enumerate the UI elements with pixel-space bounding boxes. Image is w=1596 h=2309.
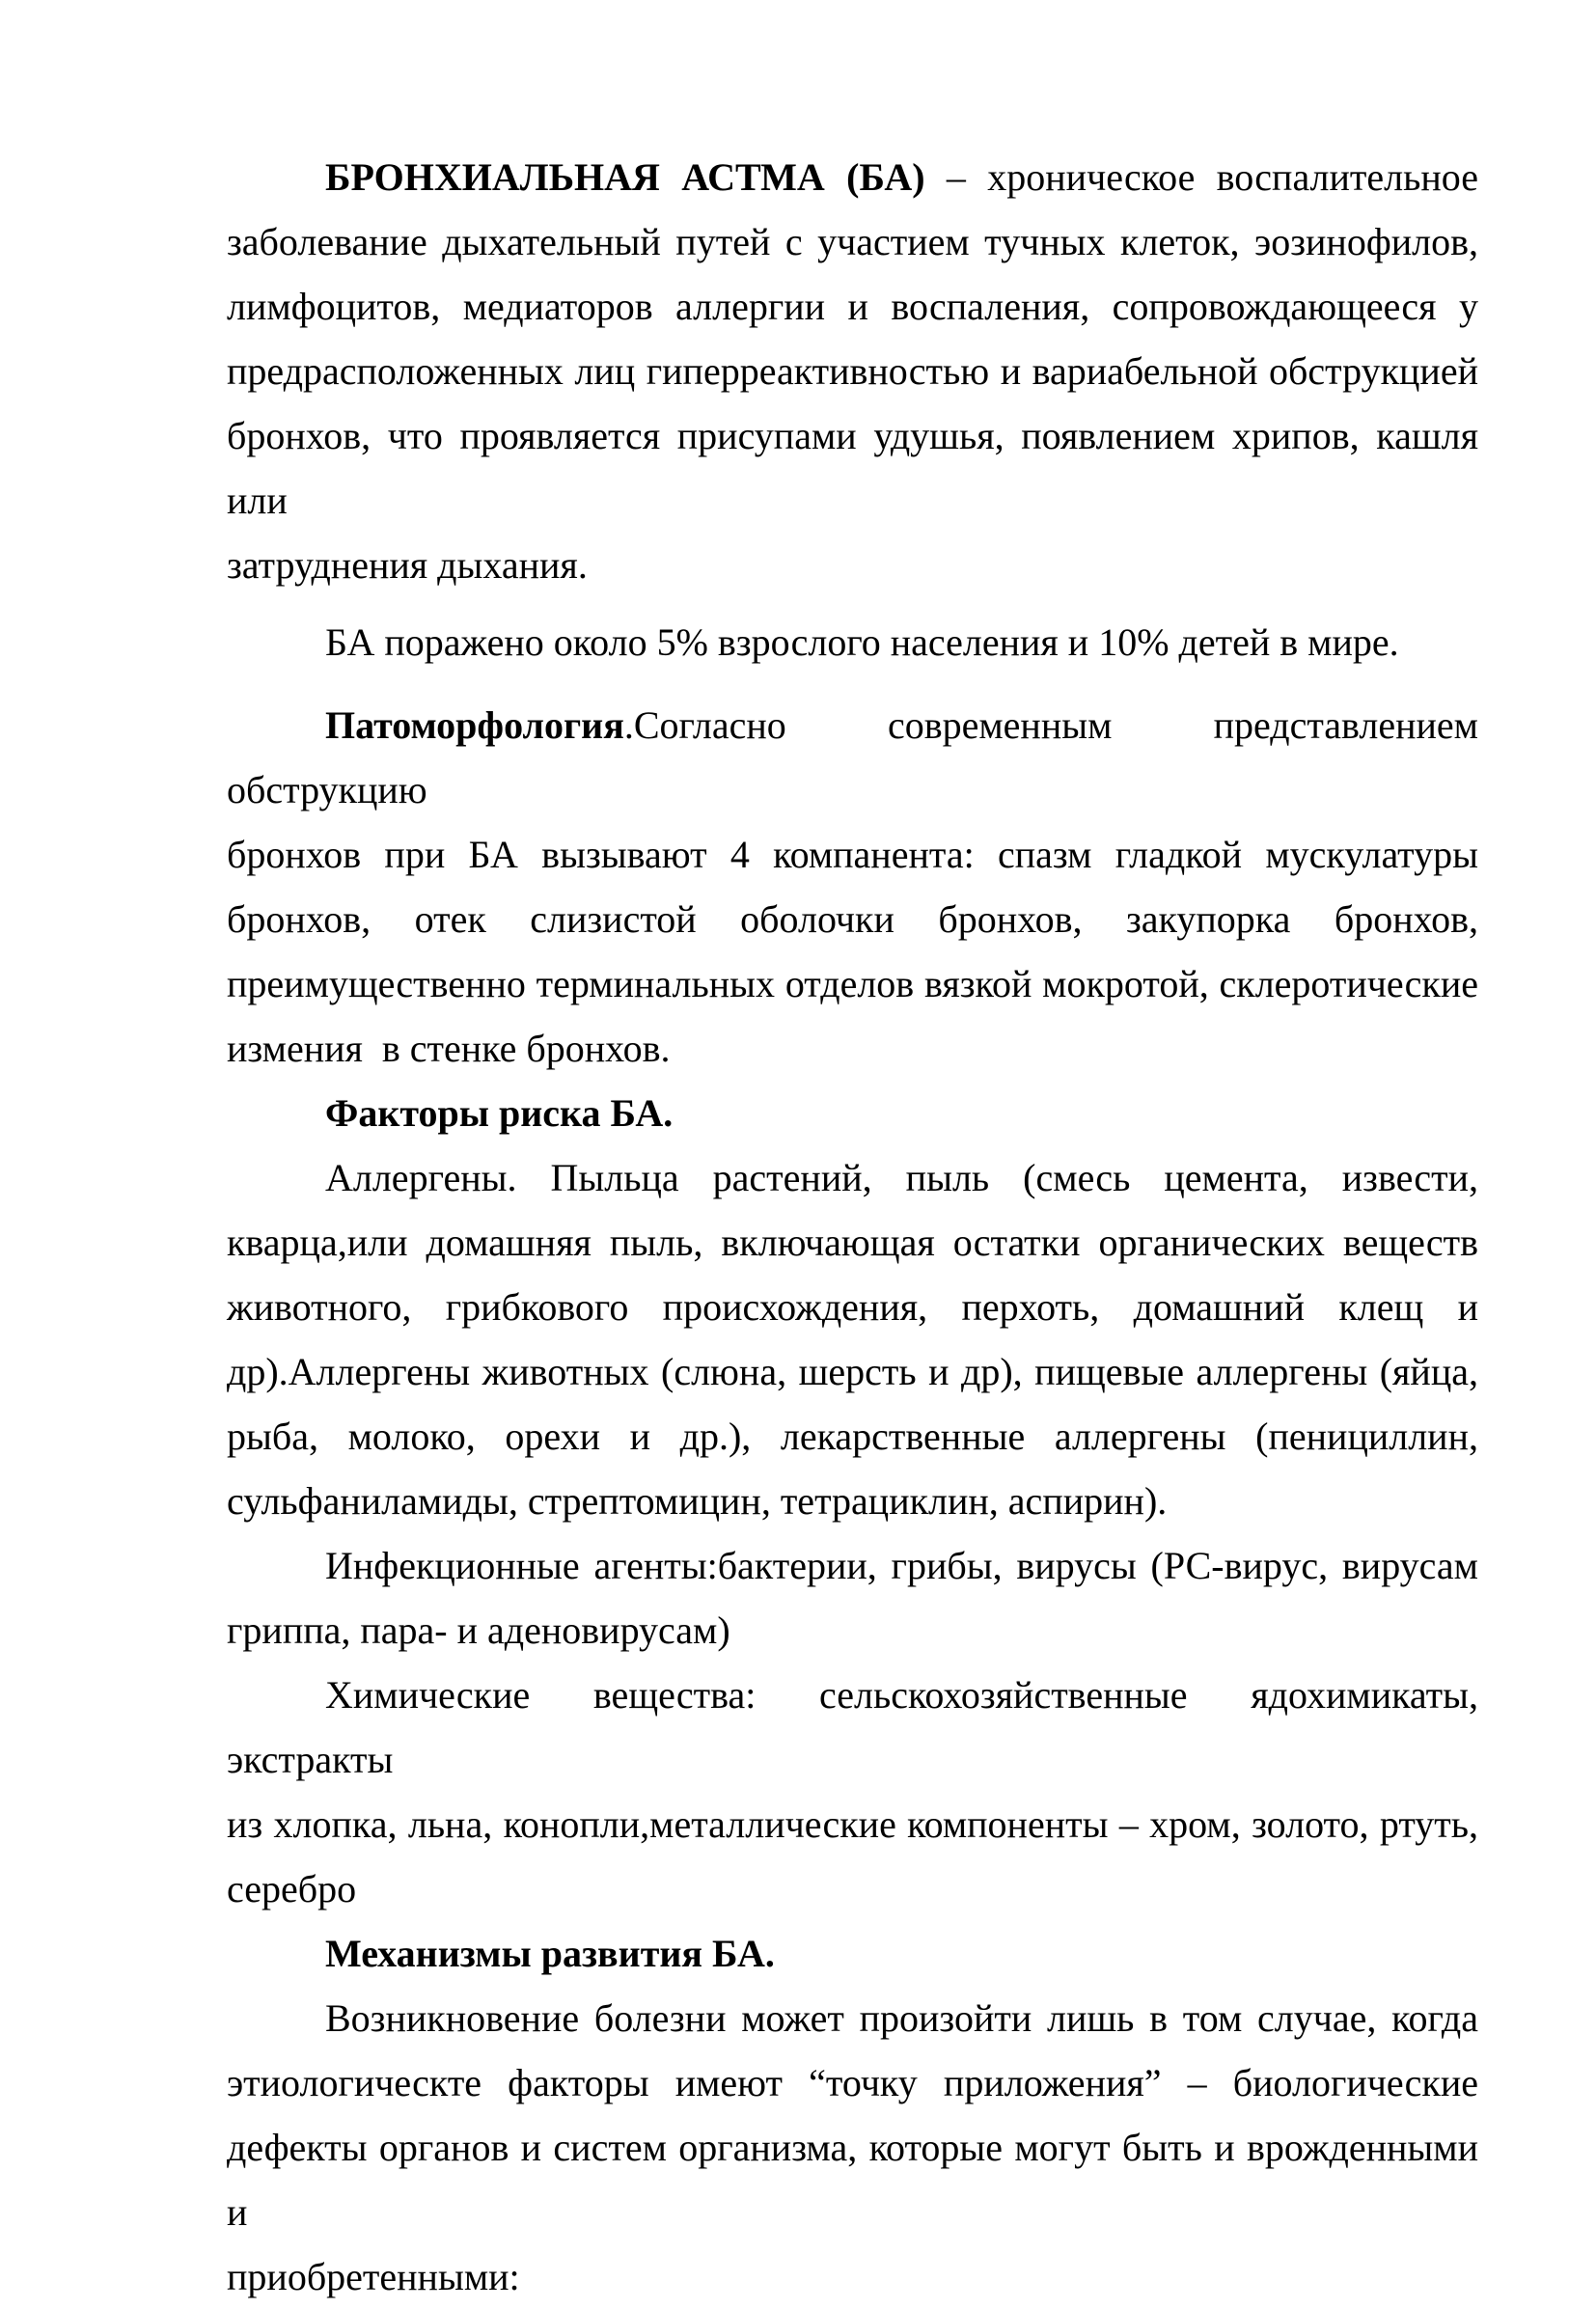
text-line: БА поражено около 5% взрослого населения и 10% детей в мире. bbox=[325, 620, 1399, 664]
text-line: предрасположенных лиц гиперреактивностью и вариабельной обструкцией bbox=[227, 349, 1478, 393]
term-bold-run: БРОНХИАЛЬНАЯ АСТМА (БА) bbox=[325, 155, 925, 199]
text-run: – хроническое воспалительное bbox=[924, 155, 1479, 199]
paragraph-infectious-agents bbox=[227, 1533, 1478, 1663]
text-line: др).Аллергены животных (слюна, шерсть и др), пищевые аллергены (яйца, bbox=[227, 1350, 1478, 1393]
text-line bbox=[227, 145, 1478, 209]
text-line: преимущественно терминальных отделов вязкой мокротой, склеротические bbox=[227, 962, 1478, 1005]
text-line: гриппа, пара- и аденовирусам) bbox=[227, 1608, 730, 1652]
heading-risk-factors bbox=[227, 1081, 1478, 1145]
text-line: затруднения дыхания. bbox=[227, 543, 588, 587]
heading-line bbox=[227, 1921, 1478, 1986]
heading-text: Механизмы развития БА. bbox=[325, 1932, 775, 1975]
text-line: лимфоцитов, медиаторов аллергии и воспаления, сопровождающееся у bbox=[227, 285, 1478, 328]
text-block bbox=[227, 145, 1478, 2309]
paragraph-allergens bbox=[227, 1145, 1478, 1533]
text-line: заболевание дыхательный путей с участием тучных клеток, эозинофилов, bbox=[227, 220, 1478, 263]
paragraph-onset bbox=[227, 1986, 1478, 2309]
text-line: бронхов при БА вызывают 4 компанента: спазм гладкой мускулатуры bbox=[227, 833, 1478, 876]
text-line bbox=[227, 693, 1478, 822]
text-line: Инфекционные агенты:бактерии, грибы, вирусы (РС-вирус, вирусам bbox=[325, 1544, 1478, 1587]
text-line: измения в стенке бронхов. bbox=[227, 1027, 671, 1070]
term-bold-run: Патоморфология bbox=[325, 703, 624, 747]
text-run: .Согласно современным представлением обструкцию bbox=[227, 703, 1478, 811]
text-line: животного, грибкового происхождения, перхоть, домашний клещ и bbox=[227, 1285, 1478, 1329]
text-line: бронхов, отек слизистой оболочки бронхов, закупорка бронхов, bbox=[227, 897, 1478, 941]
text-line: кварца,или домашняя пыль, включающая остатки органических веществ bbox=[227, 1221, 1478, 1264]
text-line: Химические вещества: сельскохозяйственные ядохимикаты, экстракты bbox=[227, 1673, 1478, 1781]
text-line: сульфаниламиды, стрептомицин, тетрациклин, аспирин). bbox=[227, 1479, 1168, 1523]
text-line: дефекты органов и систем организма, которые могут быть и врожденными и bbox=[227, 2126, 1478, 2234]
heading-line bbox=[227, 1081, 1478, 1145]
paragraph-statistics bbox=[227, 610, 1478, 674]
text-line: этиологическте факторы имеют “точку приложения” – биологические bbox=[227, 2061, 1478, 2104]
text-line: серебро bbox=[227, 1867, 357, 1910]
text-line: приобретенными: bbox=[227, 2255, 520, 2298]
text-line: бронхов, что проявляется присупами удушья, появлением хрипов, кашля или bbox=[227, 414, 1478, 522]
heading-text: Факторы риска БА. bbox=[325, 1091, 674, 1135]
text-line: Аллергены. Пыльца растений, пыль (смесь цемента, извести, bbox=[325, 1156, 1478, 1199]
heading-mechanisms bbox=[227, 1921, 1478, 1986]
text-line: из хлопка, льна, конопли,металлические компоненты – хром, золото, ртуть, bbox=[227, 1802, 1478, 1846]
text-line: Возникновение болезни может произойти лишь в том случае, когда bbox=[325, 1996, 1478, 2040]
paragraph-definition bbox=[227, 145, 1478, 597]
text-line: рыба, молоко, орехи и др.), лекарственные аллергены (пенициллин, bbox=[227, 1415, 1478, 1458]
paragraph-pathomorphology bbox=[227, 693, 1478, 1081]
paragraph-chemicals bbox=[227, 1663, 1478, 1921]
